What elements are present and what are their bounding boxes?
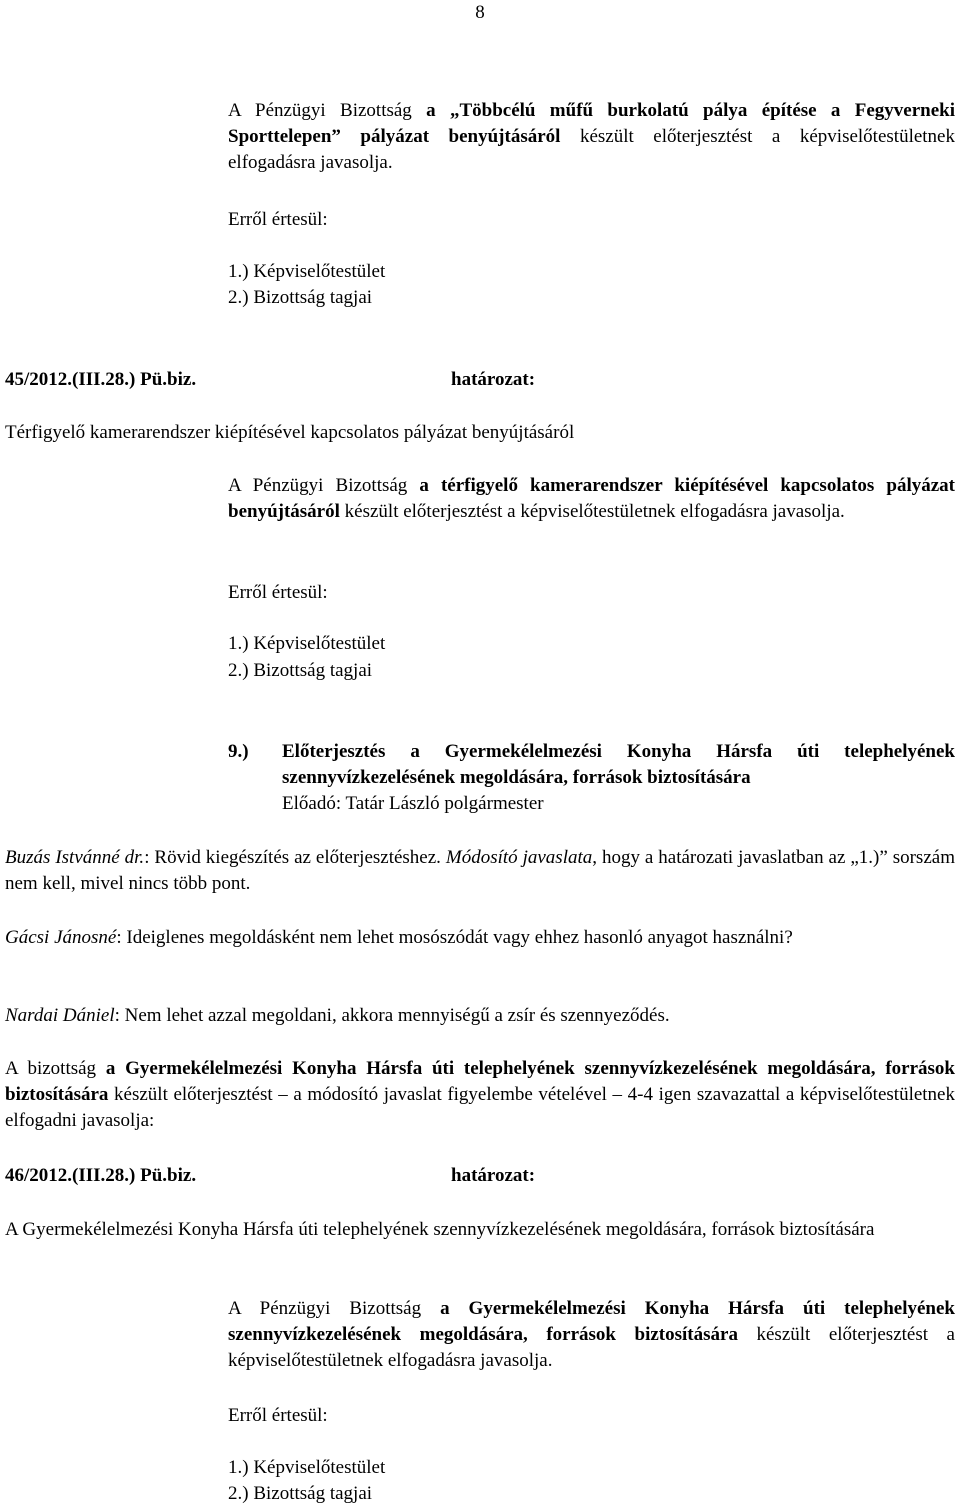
- proposal-paragraph-1: A Pénzügyi Bizottság a „Többcélú műfű burkolatú pálya építése a Fegyverneki Sporttelepen” pályázat benyújtásáról készült előterjesztést a képviselőtestületnek elfogadásra javasolja.: [228, 100, 956, 173]
- notify-label: Erről értesül:: [228, 209, 328, 230]
- speaker: Előadó: Tatár László polgármester: [282, 793, 544, 814]
- resolution-label: határozat:: [451, 1165, 536, 1186]
- resolution-paragraph: A Pénzügyi Bizottság a térfigyelő kamerarendszer kiépítésével kapcsolatos pályázat benyújtásáról készült előterjesztést a képviselőtestületnek elfogadásra javasolja.: [228, 475, 955, 522]
- speech-nardai: Nardai Dániel: Nem lehet azzal megoldani, akkora mennyiségű a zsír és szennyeződés.: [5, 1005, 670, 1026]
- recipient-1: 1.) Képviselőtestület: [228, 261, 386, 282]
- resolution-number: 46/2012.(III.28.) Pü.biz.: [5, 1165, 197, 1186]
- speech-gacsi: Gácsi Jánosné: Ideiglenes megoldásként nem lehet mosószódát vagy ehhez hasonló anyagot használni?: [5, 927, 793, 948]
- resolution-label: határozat:: [451, 369, 536, 390]
- recipient-1: 1.) Képviselőtestület: [228, 1457, 386, 1478]
- vote-paragraph: A bizottság a Gyermekélelmezési Konyha Hársfa úti telephelyének szennyvízkezelésének megoldására, források biztosítására készült előterjesztést – a módosító javaslat figyelembe vételével – 4-4 igen szavazattal a képviselőtestületnek elfogadni javasolja:: [5, 1058, 955, 1131]
- resolution-title: A Gyermekélelmezési Konyha Hársfa úti telephelyének szennyvízkezelésének megoldására, források biztosítására: [5, 1219, 875, 1240]
- recipient-1: 1.) Képviselőtestület: [228, 633, 386, 654]
- recipient-2: 2.) Bizottság tagjai: [228, 1483, 373, 1504]
- recipient-2: 2.) Bizottság tagjai: [228, 287, 373, 308]
- resolution-paragraph: A Pénzügyi Bizottság a Gyermekélelmezési Konyha Hársfa úti telephelyének szennyvízkezelésének megoldására, források biztosítására készült előterjesztést a képviselőtestületnek elfogadásra javasolja.: [228, 1298, 955, 1371]
- resolution-number: 45/2012.(III.28.) Pü.biz.: [5, 369, 197, 390]
- speech-buzas: Buzás Istvánné dr.: Rövid kiegészítés az előterjesztéshez. Módosító javaslata, hogy a határozati javaslatban az „1.)” sorszám nem kell, mivel nincs több pont.: [5, 847, 955, 894]
- agenda-item-number: 9.): [228, 741, 249, 762]
- recipient-2: 2.) Bizottság tagjai: [228, 660, 373, 681]
- page-number: 8: [475, 2, 485, 23]
- agenda-item-title: Előterjesztés a Gyermekélelmezési Konyha Hársfa úti telephelyének szennyvízkezelésének megoldására, források biztosítására: [282, 741, 955, 788]
- notify-label: Erről értesül:: [228, 1405, 328, 1426]
- notify-label: Erről értesül:: [228, 582, 328, 603]
- resolution-title: Térfigyelő kamerarendszer kiépítésével kapcsolatos pályázat benyújtásáról: [5, 422, 575, 443]
